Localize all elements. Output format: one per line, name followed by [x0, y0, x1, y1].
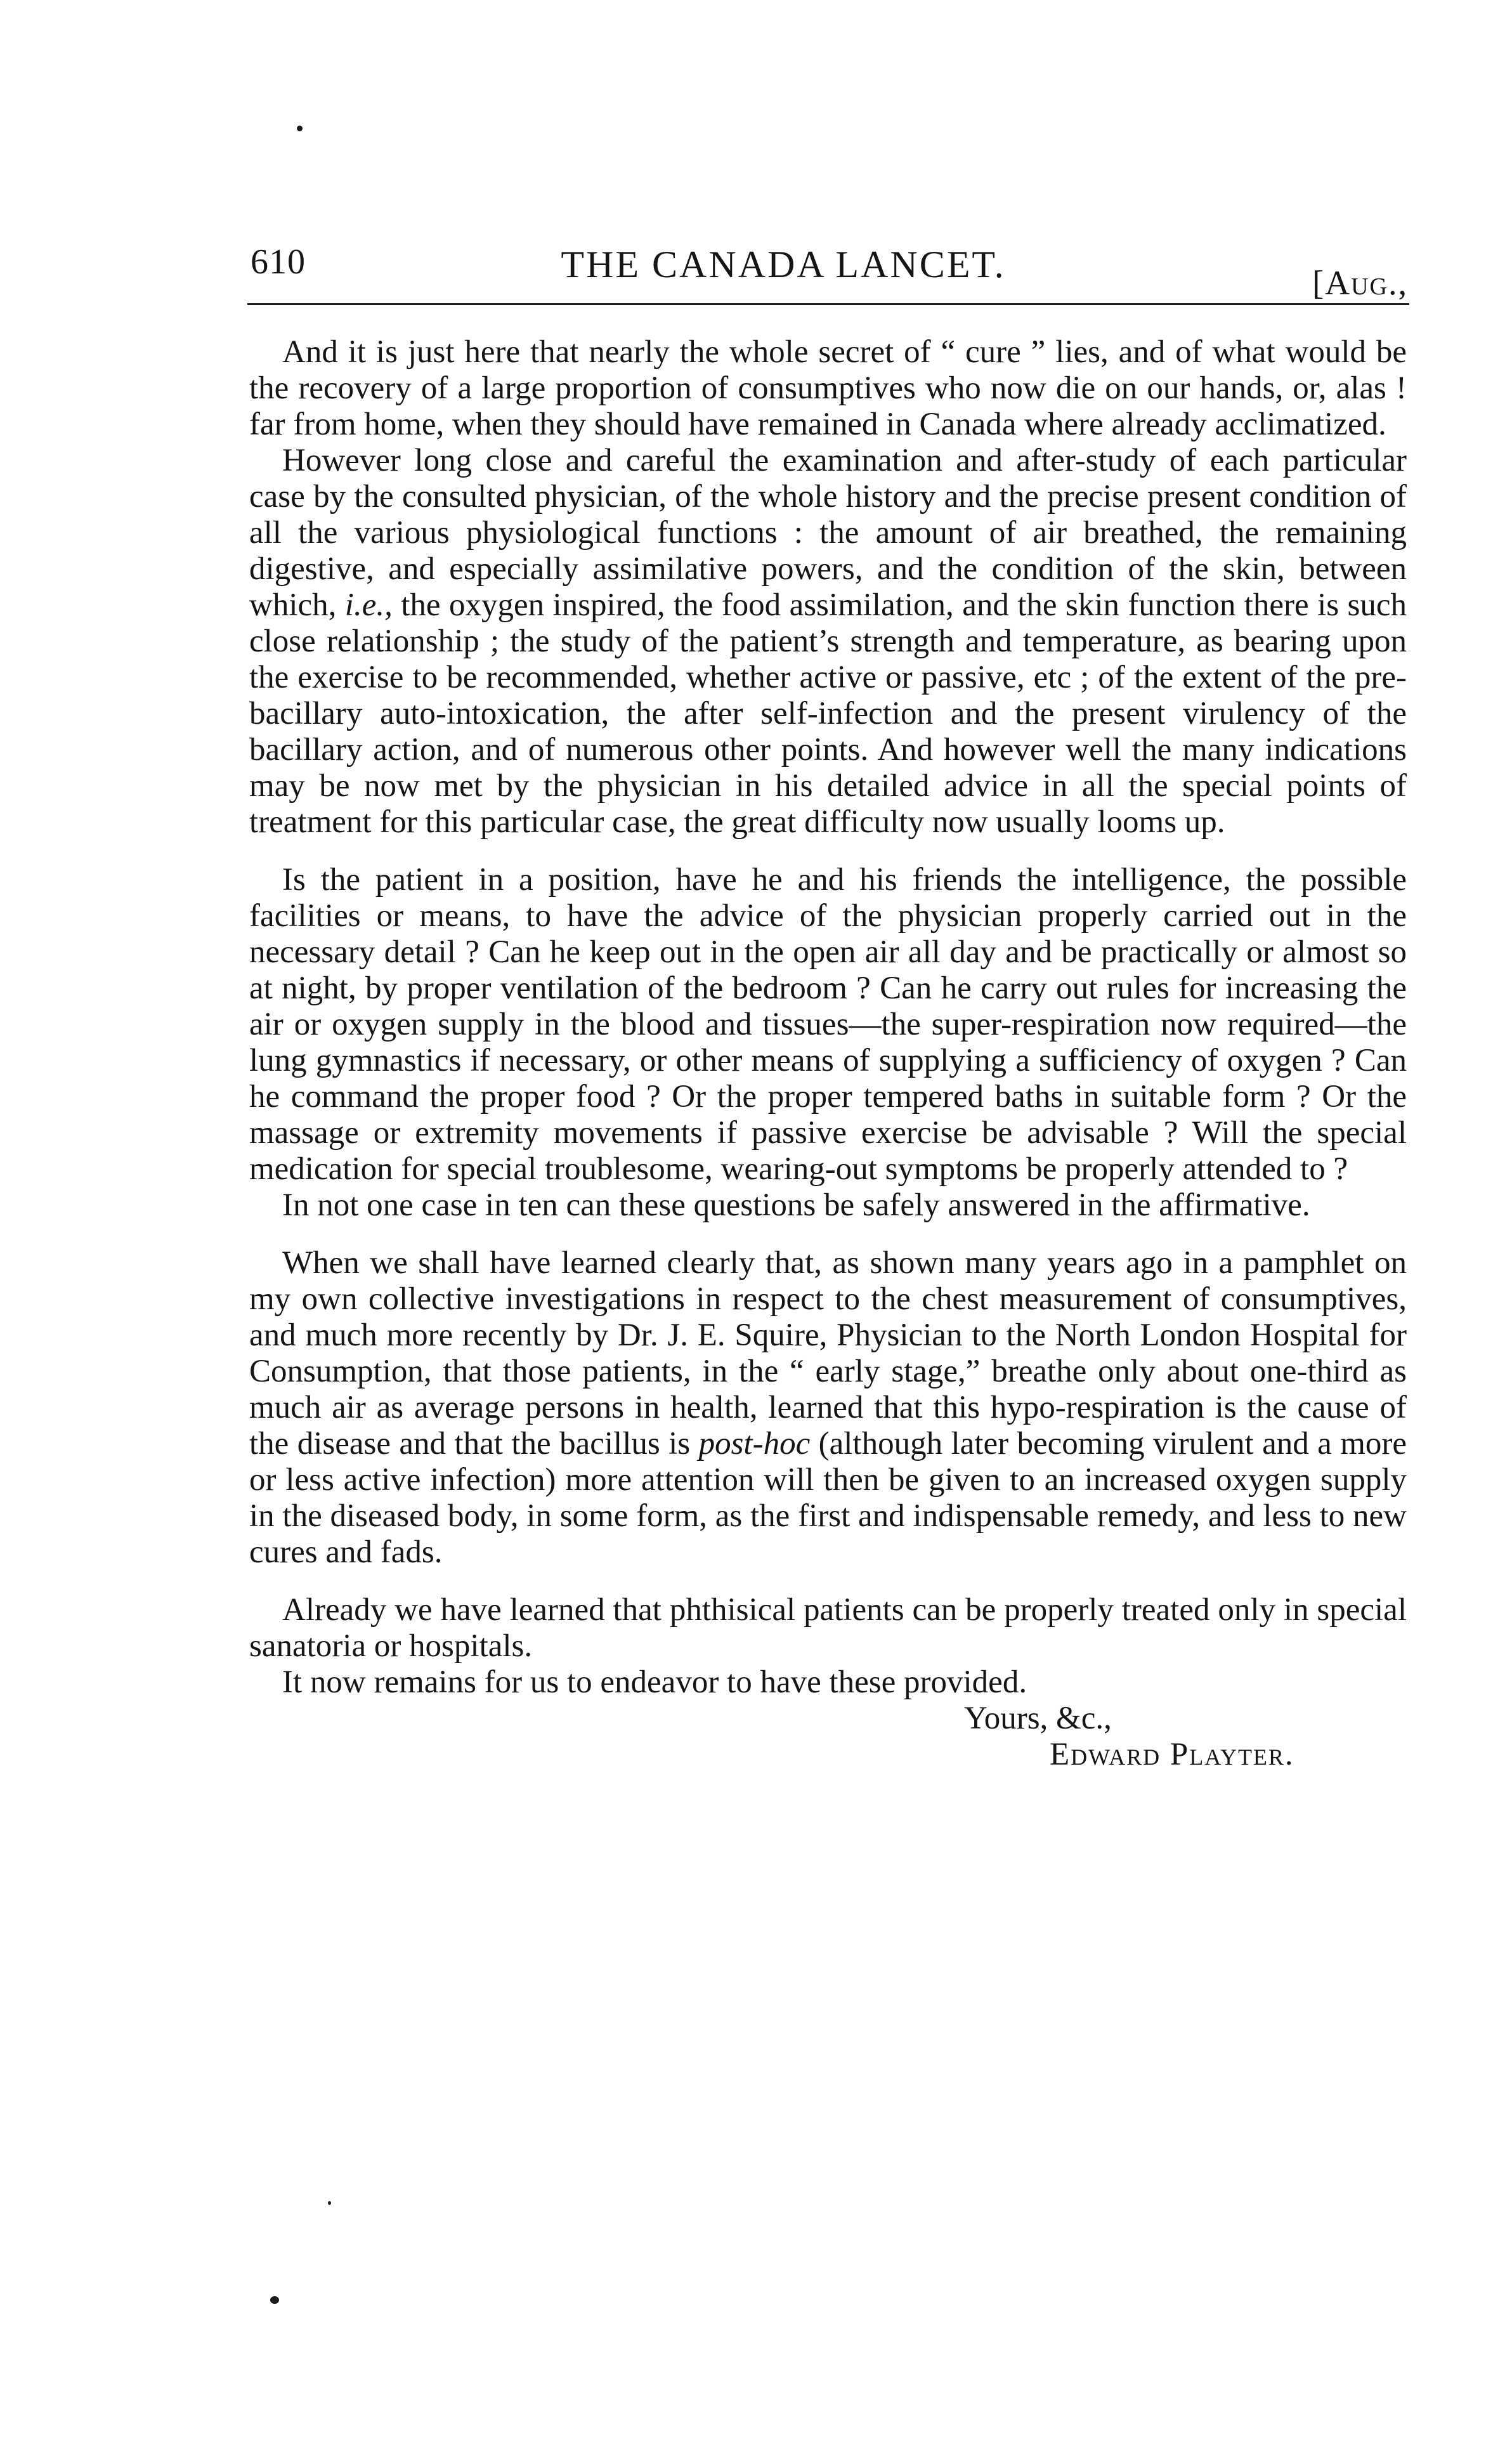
paragraph: When we shall have learned clearly that, as shown many years ago in a pamphlet on my own collective investigations in respect to the chest measurement of consumptives, and much more recently by Dr. J. E. Squire, Physician to the North London Hospital for Consumption, that those patients, in the “ early stage,” breathe only about one-third as much air as average persons in health, learned that this hypo-respiration is the cause of the disease and that the bacillus is post-hoc (although later becoming virulent and a more or less active infection) more attention will then be given to an increased oxygen supply in the diseased body, in some form, as the first and indispensable remedy, and less to new cures and fads.	[249, 1245, 1407, 1570]
article-body	[249, 334, 1407, 1773]
running-date: [Aug.,	[1312, 264, 1408, 302]
paragraph: In not one case in ten can these questions be safely answered in the affirmative.	[282, 1187, 1310, 1223]
signature-closing: Yours, &c.,	[964, 1701, 1112, 1736]
ink-speck	[328, 2201, 331, 2205]
ink-speck	[297, 126, 303, 131]
header-rule	[247, 303, 1409, 305]
italic-phrase: post-hoc	[698, 1426, 811, 1461]
paragraph: It now remains for us to endeavor to have these provided.	[282, 1664, 1027, 1700]
page-number: 610	[251, 242, 306, 282]
paragraph: Is the patient in a position, have he and his friends the intelligence, the possible facilities or means, to have the advice of the physician properly carried out in the necessary detail ? Can he keep out in the open air all day and be practically or almost so at night, by proper ventilation of the bedroom ? Can he carry out rules for increasing the air or oxygen supply in the blood and tissues—the super-respiration now required—the lung gymnastics if necessary, or other means of supplying a sufficiency of oxygen ? Can he command the proper food ? Or the proper tempered baths in suitable form ? Or the massage or extremity movements if passive exercise be advisable ? Will the special medication for special troublesome, wearing-out symptoms be properly attended to ?	[249, 862, 1407, 1187]
paragraph: However long close and careful the examination and after-study of each particular case by the consulted physician, of the whole history and the precise present condition of all the various physiological functions : the amount of air breathed, the remaining digestive, and especially assimilative powers, and the condition of the skin, between which, i.e., the oxygen inspired, the food assimilation, and the skin function there is such close relationship ; the study of the patient’s strength and temperature, as bearing upon the exercise to be recommended, whether active or passive, etc ; of the extent of the pre-bacillary auto-intoxication, the after self-infection and the present virulency of the bacillary action, and of numerous other points. And however well the many indications may be now met by the physician in his detailed advice in all the special points of treatment for this particular case, the great difficulty now usually looms up.	[249, 443, 1407, 840]
signature-name: Edward Playter.	[1050, 1737, 1294, 1772]
italic-phrase: i.e.,	[344, 587, 393, 623]
running-title: THE CANADA LANCET.	[561, 244, 1006, 285]
paragraph: And it is just here that nearly the whole secret of “ cure ” lies, and of what would be the recovery of a large proportion of consumptives who now die on our hands, or, alas ! far from home, when they should have remained in Canada where already acclimatized.	[249, 334, 1407, 442]
paragraph: Already we have learned that phthisical patients can be properly treated only in special sanatoria or hospitals.	[249, 1592, 1407, 1664]
running-header	[251, 238, 1408, 301]
ink-speck	[270, 2296, 279, 2304]
